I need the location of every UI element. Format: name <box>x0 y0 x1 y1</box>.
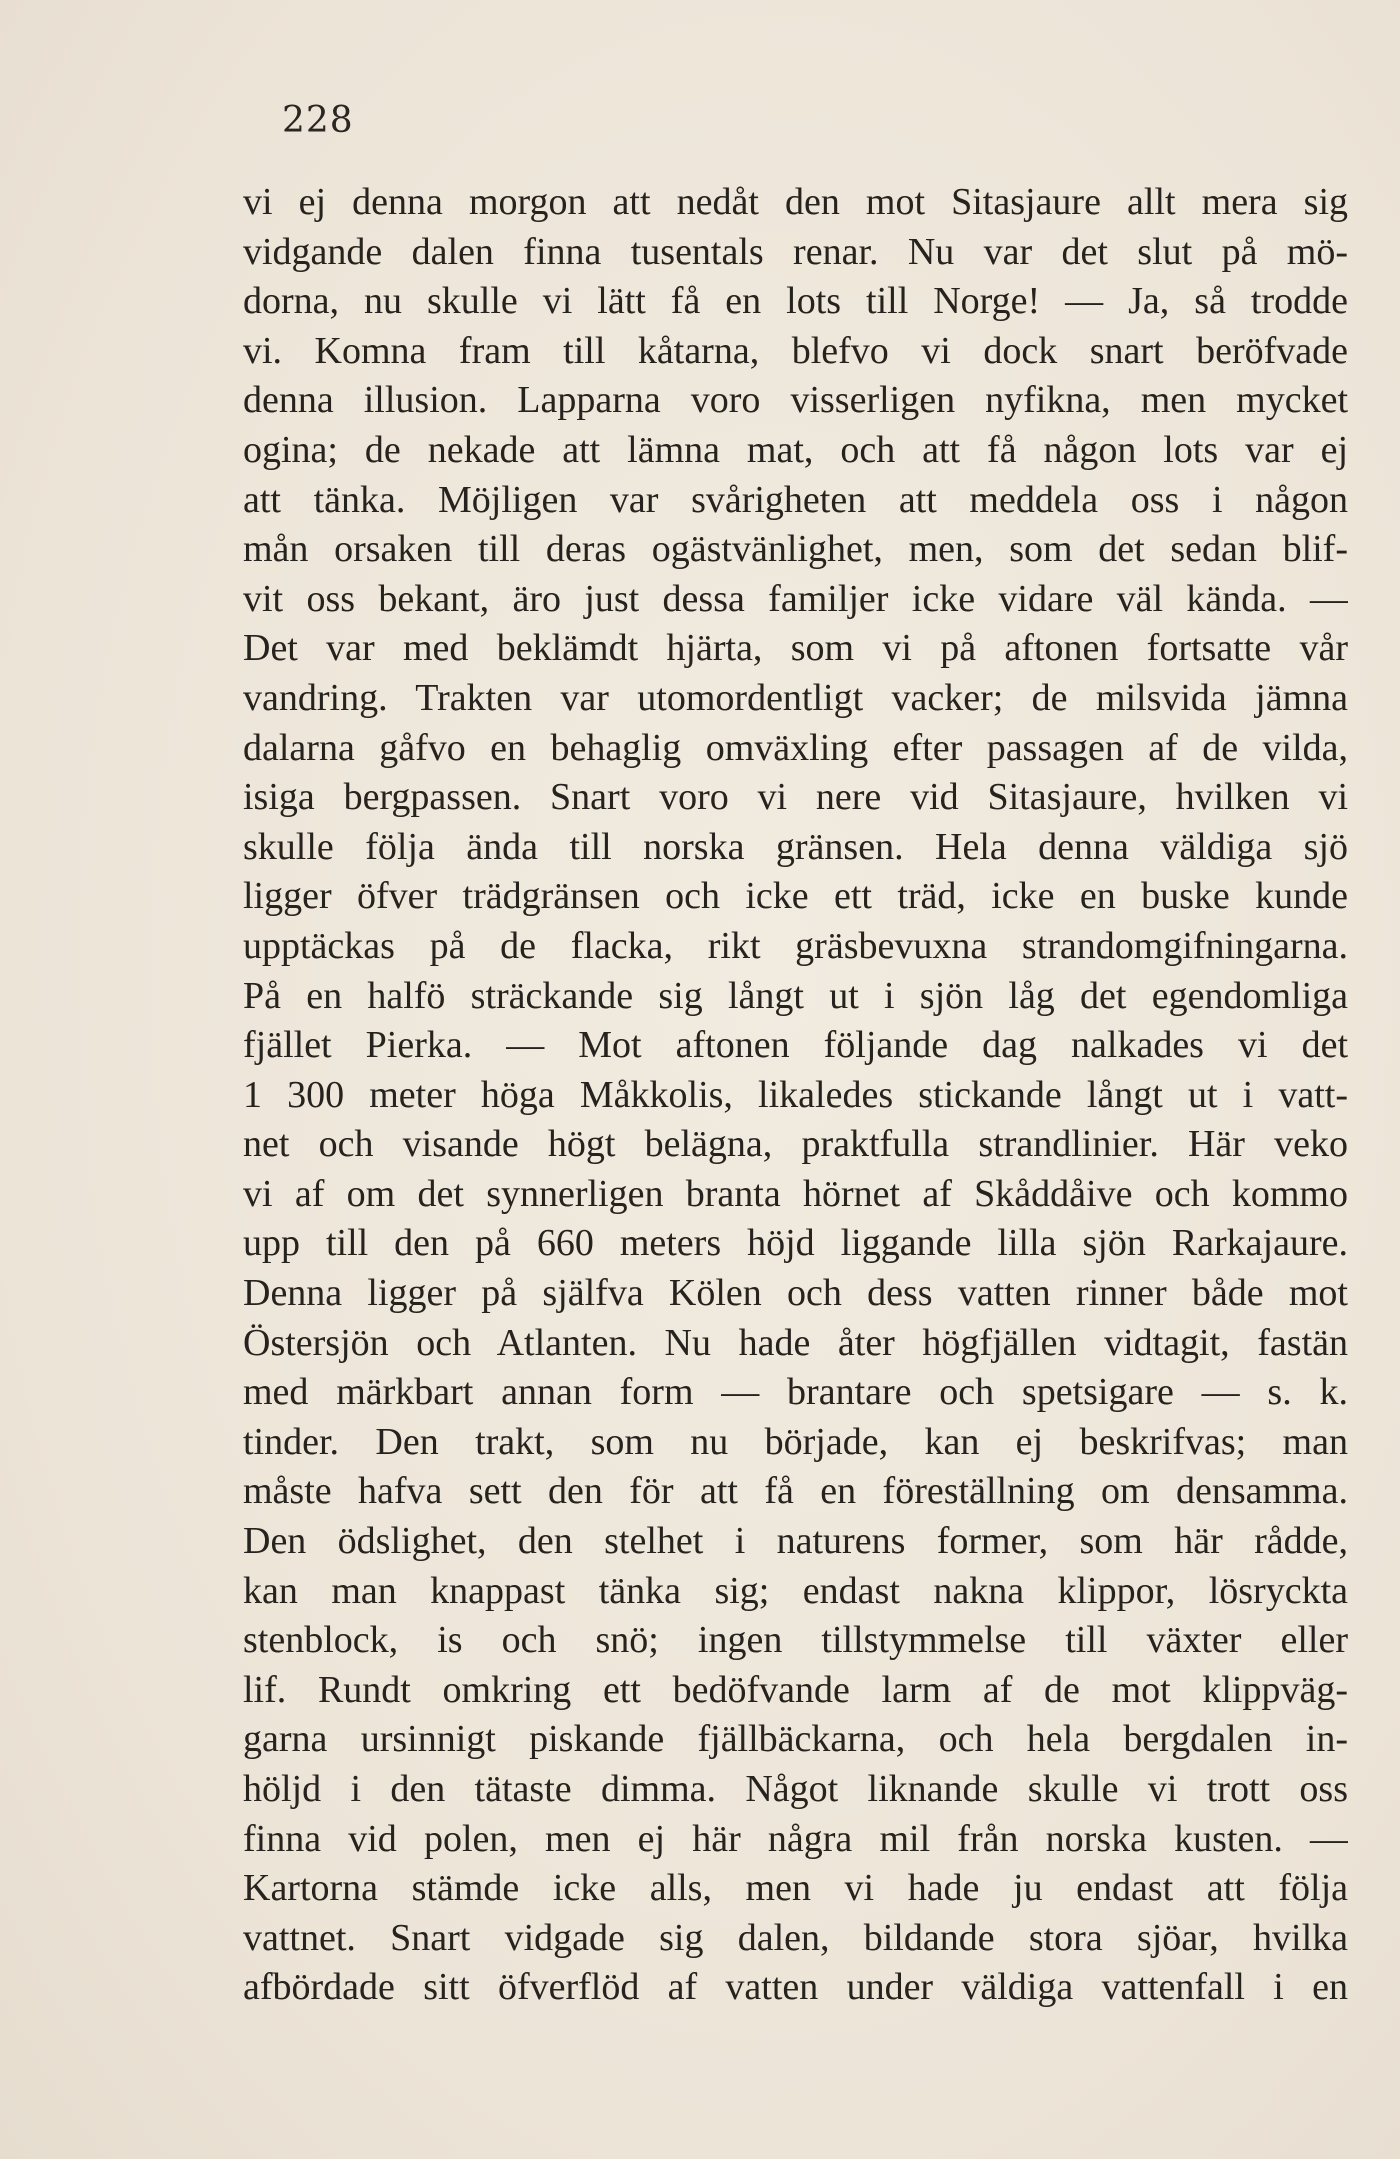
text-line: Kartorna stämde icke alls, men vi hade ju endast att följa <box>243 1867 1348 1910</box>
text-line: garna ursinnigt piskande fjällbäckarna, och hela bergdalen in- <box>243 1718 1348 1761</box>
text-line: 1 300 meter höga Måkkolis, likaledes stickande långt ut i vatt- <box>243 1073 1348 1116</box>
text-line: På en halfö sträckande sig långt ut i sjön låg det egendomliga <box>243 974 1348 1017</box>
text-line: höljd i den tätaste dimma. Något liknande skulle vi trott oss <box>243 1768 1348 1810</box>
text-line: fjället Pierka. — Mot aftonen följande dag nalkades vi det <box>243 1024 1348 1067</box>
text-line: lif. Rundt omkring ett bedöfvande larm af de mot klippväg- <box>243 1668 1348 1711</box>
text-line: finna vid polen, men ej här några mil från norska kusten. — <box>243 1817 1348 1860</box>
text-line: Östersjön och Atlanten. Nu hade åter högfjällen vidtagit, fastän <box>243 1321 1348 1364</box>
text-line: vi. Komna fram till kåtarna, blefvo vi dock snart beröfvade <box>243 329 1348 372</box>
text-line: Det var med beklämdt hjärta, som vi på aftonen fortsatte vår <box>243 627 1348 670</box>
text-line: vandring. Trakten var utomordentligt vacker; de milsvida jämna <box>243 676 1348 719</box>
text-line: Denna ligger på själfva Kölen och dess vatten rinner både mot <box>243 1272 1348 1315</box>
text-line: net och visande högt belägna, praktfulla strandlinier. Här veko <box>243 1123 1348 1166</box>
body-text <box>243 178 1348 2013</box>
text-line: vattnet. Snart vidgade sig dalen, bildande stora sjöar, hvilka <box>243 1916 1348 1959</box>
page-number: 228 <box>282 100 354 141</box>
text-line: måste hafva sett den för att få en föreställning om densamma. <box>243 1470 1348 1513</box>
text-line: isiga bergpassen. Snart voro vi nere vid Sitasjaure, hvilken vi <box>243 776 1348 819</box>
text-line: stenblock, is och snö; ingen tillstymmelse till växter eller <box>243 1619 1348 1662</box>
text-line: tinder. Den trakt, som nu började, kan ej beskrifvas; man <box>243 1420 1348 1463</box>
text-line: ogina; de nekade att lämna mat, och att få någon lots var ej <box>243 428 1348 471</box>
text-line: vi ej denna morgon att nedåt den mot Sitasjaure allt mera sig <box>243 181 1348 223</box>
text-line: att tänka. Möjligen var svårigheten att meddela oss i någon <box>243 478 1348 521</box>
text-line: upptäckas på de flacka, rikt gräsbevuxna strandomgifningarna. <box>243 924 1348 967</box>
text-line: mån orsaken till deras ogästvänlighet, men, som det sedan blif- <box>243 528 1348 571</box>
text-line: upp till den på 660 meters höjd liggande lilla sjön Rarkajaure. <box>243 1222 1348 1265</box>
text-line: vi af om det synnerligen branta hörnet af Skåddåive och kommo <box>243 1172 1348 1215</box>
text-line: vit oss bekant, äro just dessa familjer icke vidare väl kända. — <box>243 577 1348 620</box>
text-line: ligger öfver trädgränsen och icke ett träd, icke en buske kunde <box>243 875 1348 918</box>
text-line: dalarna gåfvo en behaglig omväxling efter passagen af de vilda, <box>243 726 1348 769</box>
text-line: Den ödslighet, den stelhet i naturens former, som här rådde, <box>243 1520 1348 1563</box>
text-line: skulle följa ända till norska gränsen. Hela denna väldiga sjö <box>243 825 1348 868</box>
text-line: med märkbart annan form — brantare och spetsigare — s. k. <box>243 1371 1348 1414</box>
text-line: denna illusion. Lapparna voro visserligen nyfikna, men mycket <box>243 379 1348 422</box>
text-line: dorna, nu skulle vi lätt få en lots till Norge! — Ja, så trodde <box>243 280 1348 323</box>
text-line: vidgande dalen finna tusentals renar. Nu var det slut på mö- <box>243 230 1348 273</box>
text-line: afbördade sitt öfverflöd af vatten under väldiga vattenfall i en <box>243 1966 1348 2009</box>
text-line: kan man knappast tänka sig; endast nakna klippor, lösryckta <box>243 1569 1348 1612</box>
